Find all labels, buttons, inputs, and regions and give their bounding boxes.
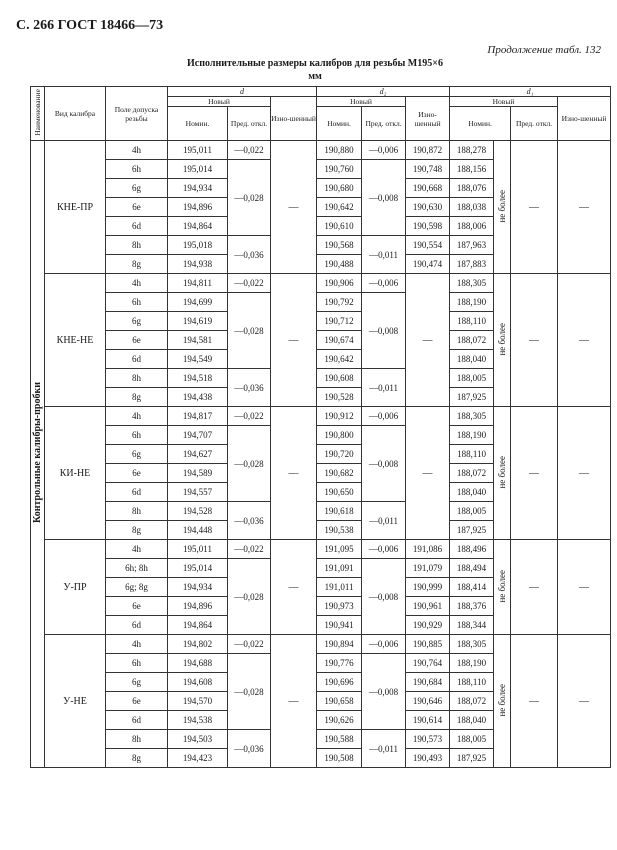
tolerance-field-cell: 4h — [106, 141, 168, 160]
d2-deviation-cell: —0,008 — [362, 426, 406, 502]
d-nomin-header: Номин. — [168, 107, 228, 141]
d1-nominal-cell: 188,072 — [450, 692, 494, 711]
d2-worn-cell: 190,872 — [406, 141, 450, 160]
d-worn-cell: — — [271, 141, 317, 274]
tolerance-field-cell: 6h — [106, 293, 168, 312]
d2-nominal-cell: 190,760 — [317, 160, 362, 179]
table-row — [31, 141, 611, 160]
d2-nominal-cell: 190,610 — [317, 217, 362, 236]
d1-pred-header: Пред. откл. — [511, 107, 558, 141]
d2-nominal-cell: 190,776 — [317, 654, 362, 673]
d2-worn-cell: 190,748 — [406, 160, 450, 179]
tolerance-field-cell: 6e — [106, 198, 168, 217]
tolerance-field-cell: 8g — [106, 388, 168, 407]
d2-worn-cell: 190,885 — [406, 635, 450, 654]
d1-nominal-cell: 188,156 — [450, 160, 494, 179]
d2-nominal-cell: 190,538 — [317, 521, 362, 540]
tolerance-field-cell: 6d — [106, 616, 168, 635]
d-nominal-cell: 195,014 — [168, 559, 228, 578]
d-nominal-cell: 195,011 — [168, 540, 228, 559]
tolerance-field-cell: 6e — [106, 692, 168, 711]
d-nominal-cell: 194,589 — [168, 464, 228, 483]
tolerance-field-cell: 6d — [106, 350, 168, 369]
d2-nominal-cell: 190,682 — [317, 464, 362, 483]
d2-nominal-cell: 191,091 — [317, 559, 362, 578]
d2-worn-cell: 190,764 — [406, 654, 450, 673]
d2-nominal-cell: 190,608 — [317, 369, 362, 388]
d-nominal-cell: 194,802 — [168, 635, 228, 654]
d2-nominal-cell: 190,792 — [317, 293, 362, 312]
d2-nominal-cell: 190,528 — [317, 388, 362, 407]
d-deviation-cell: —0,028 — [228, 160, 271, 236]
d-worn-cell: — — [271, 407, 317, 540]
d-deviation-cell: —0,022 — [228, 635, 271, 654]
d2-nominal-cell: 190,642 — [317, 198, 362, 217]
d1-nominal-cell: 187,925 — [450, 521, 494, 540]
d1-nominal-cell: 188,005 — [450, 730, 494, 749]
d-nominal-cell: 194,549 — [168, 350, 228, 369]
d1-nominal-cell: 188,110 — [450, 312, 494, 331]
d1-nominal-cell: 188,072 — [450, 331, 494, 350]
d2-iznosh-header: Изно-шенный — [406, 97, 450, 141]
d2-worn-cell: 190,474 — [406, 255, 450, 274]
d-nominal-cell: 194,570 — [168, 692, 228, 711]
d-nominal-cell: 194,503 — [168, 730, 228, 749]
table-row — [31, 540, 611, 559]
d2-deviation-cell: —0,011 — [362, 369, 406, 407]
d-deviation-cell: —0,028 — [228, 293, 271, 369]
d-nominal-cell: 195,011 — [168, 141, 228, 160]
d-nominal-cell: 194,423 — [168, 749, 228, 768]
not-more-cell — [494, 274, 511, 407]
d1-worn-cell: — — [558, 141, 611, 274]
tolerance-field-cell: 6g — [106, 179, 168, 198]
d1-nominal-cell: 188,040 — [450, 711, 494, 730]
col-pole-header: Поле допуска резьбы — [106, 87, 168, 141]
tolerance-field-cell: 6d — [106, 711, 168, 730]
d2-nominal-cell: 190,906 — [317, 274, 362, 293]
not-more-cell — [494, 407, 511, 540]
dimensions-table — [30, 86, 611, 768]
d2-deviation-cell: —0,011 — [362, 502, 406, 540]
d-nominal-cell: 194,538 — [168, 711, 228, 730]
d2-deviation-cell: —0,008 — [362, 160, 406, 236]
d1-nomin-header: Номин. — [450, 107, 511, 141]
d1-nominal-cell: 188,110 — [450, 445, 494, 464]
tolerance-field-cell: 4h — [106, 540, 168, 559]
d1-nominal-cell: 188,305 — [450, 274, 494, 293]
d2-nominal-cell: 190,973 — [317, 597, 362, 616]
page-header-title: С. 266 ГОСТ 18466—73 — [16, 18, 164, 33]
tolerance-field-cell: 6h — [106, 160, 168, 179]
d2-worn-cell: — — [406, 407, 450, 540]
d1-worn-cell: — — [558, 540, 611, 635]
d2-worn-cell: 191,079 — [406, 559, 450, 578]
not-more-label: не более — [497, 322, 508, 356]
d-nominal-cell: 194,528 — [168, 502, 228, 521]
d1-nominal-cell: 187,963 — [450, 236, 494, 255]
d2-worn-cell: 191,086 — [406, 540, 450, 559]
d1-nominal-cell: 188,278 — [450, 141, 494, 160]
d1-nominal-cell: 188,190 — [450, 426, 494, 445]
d-deviation-cell: —0,022 — [228, 274, 271, 293]
d-deviation-cell: —0,036 — [228, 502, 271, 540]
tolerance-field-cell: 6g — [106, 673, 168, 692]
d-worn-cell: — — [271, 635, 317, 768]
tolerance-field-cell: 6h — [106, 654, 168, 673]
table-title — [150, 57, 480, 83]
d1-nominal-cell: 188,494 — [450, 559, 494, 578]
d2-deviation-cell: —0,006 — [362, 540, 406, 559]
tolerance-field-cell: 6e — [106, 597, 168, 616]
d2-nominal-cell: 190,658 — [317, 692, 362, 711]
d1-nominal-cell: 188,344 — [450, 616, 494, 635]
d1-deviation-cell: — — [511, 141, 558, 274]
d2-nominal-cell: 190,800 — [317, 426, 362, 445]
d2-deviation-cell: —0,006 — [362, 141, 406, 160]
d2-nominal-cell: 190,720 — [317, 445, 362, 464]
d2-nominal-cell: 190,618 — [317, 502, 362, 521]
d1-novyi-header: Новый — [450, 97, 558, 107]
d-deviation-cell: —0,036 — [228, 369, 271, 407]
gauge-type-cell: КНЕ-ПР — [45, 141, 106, 274]
d-nominal-cell: 194,707 — [168, 426, 228, 445]
d-nominal-cell: 194,581 — [168, 331, 228, 350]
d2-worn-cell: 190,598 — [406, 217, 450, 236]
d2-deviation-cell: —0,011 — [362, 236, 406, 274]
d2-worn-cell: 190,961 — [406, 597, 450, 616]
d2-worn-cell: 190,614 — [406, 711, 450, 730]
d-nominal-cell: 194,896 — [168, 597, 228, 616]
d-deviation-cell: —0,022 — [228, 540, 271, 559]
tolerance-field-cell: 4h — [106, 274, 168, 293]
d2-nominal-cell: 190,488 — [317, 255, 362, 274]
d2-nominal-cell: 190,508 — [317, 749, 362, 768]
group-label: Контрольные калибры-пробки — [32, 381, 43, 523]
d1-deviation-cell: — — [511, 274, 558, 407]
not-more-label: не более — [497, 189, 508, 223]
d1-deviation-cell: — — [511, 540, 558, 635]
d-pred-header: Пред. откл. — [228, 107, 271, 141]
d2-worn-cell: 190,668 — [406, 179, 450, 198]
d-nominal-cell: 194,688 — [168, 654, 228, 673]
d1-nominal-cell: 188,076 — [450, 179, 494, 198]
tolerance-field-cell: 6h — [106, 426, 168, 445]
d-nominal-cell: 194,896 — [168, 198, 228, 217]
d-deviation-cell: —0,036 — [228, 236, 271, 274]
d-nominal-cell: 194,619 — [168, 312, 228, 331]
d1-nominal-cell: 188,005 — [450, 502, 494, 521]
d2-nominal-cell: 190,941 — [317, 616, 362, 635]
d2-deviation-cell: —0,006 — [362, 274, 406, 293]
d2-worn-cell: 190,684 — [406, 673, 450, 692]
d2-deviation-cell: —0,008 — [362, 559, 406, 635]
d-novyi-header: Новый — [168, 97, 271, 107]
table-row — [31, 274, 611, 293]
d1-nominal-cell: 188,040 — [450, 350, 494, 369]
not-more-label: не более — [497, 455, 508, 489]
d2-nominal-cell: 190,588 — [317, 730, 362, 749]
d-deviation-cell: —0,028 — [228, 559, 271, 635]
d1-nominal-cell: 188,072 — [450, 464, 494, 483]
d1-nominal-cell: 188,305 — [450, 635, 494, 654]
d-nominal-cell: 194,811 — [168, 274, 228, 293]
d-iznosh-header: Изно-шенный — [271, 97, 317, 141]
col-vid-header: Вид калибра — [45, 87, 106, 141]
table-title-units: мм — [308, 71, 322, 82]
d-nominal-cell: 194,448 — [168, 521, 228, 540]
d1-deviation-cell: — — [511, 407, 558, 540]
tolerance-field-cell: 8h — [106, 502, 168, 521]
d-nominal-cell: 195,018 — [168, 236, 228, 255]
tolerance-field-cell: 6h; 8h — [106, 559, 168, 578]
d2-deviation-cell: —0,006 — [362, 635, 406, 654]
d1-nominal-cell: 187,925 — [450, 388, 494, 407]
tolerance-field-cell: 4h — [106, 635, 168, 654]
d2-worn-cell: — — [406, 274, 450, 407]
d1-nominal-cell: 188,376 — [450, 597, 494, 616]
d2-worn-cell: 190,630 — [406, 198, 450, 217]
d2-nominal-cell: 190,626 — [317, 711, 362, 730]
d1-nominal-cell: 187,883 — [450, 255, 494, 274]
group-label-cell — [31, 141, 45, 768]
d2-pred-header: Пред. откл. — [362, 107, 406, 141]
tolerance-field-cell: 6d — [106, 217, 168, 236]
d-deviation-cell: —0,022 — [228, 141, 271, 160]
gauge-type-cell: КИ-НЕ — [45, 407, 106, 540]
gauge-type-cell: КНЕ-НЕ — [45, 274, 106, 407]
d2-worn-cell: 190,573 — [406, 730, 450, 749]
d2-nominal-cell: 190,680 — [317, 179, 362, 198]
d2-nominal-cell: 190,642 — [317, 350, 362, 369]
tolerance-field-cell: 8h — [106, 236, 168, 255]
col-d-header: d — [168, 87, 317, 97]
continuation-label: Продолжение табл. 132 — [487, 44, 601, 56]
col-naim-header: Наименование — [31, 87, 45, 141]
d1-nominal-cell: 187,925 — [450, 749, 494, 768]
table-title-line1: Исполнительные размеры калибров для резьбы М195×6 — [187, 58, 443, 69]
table-row — [31, 407, 611, 426]
d2-deviation-cell: —0,008 — [362, 654, 406, 730]
d2-deviation-cell: —0,006 — [362, 407, 406, 426]
d-nominal-cell: 194,817 — [168, 407, 228, 426]
d1-nominal-cell: 188,414 — [450, 578, 494, 597]
d-nominal-cell: 194,557 — [168, 483, 228, 502]
d1-nominal-cell: 188,110 — [450, 673, 494, 692]
d-deviation-cell: —0,028 — [228, 426, 271, 502]
d1-nominal-cell: 188,496 — [450, 540, 494, 559]
col-d2-header: d₂ — [317, 87, 450, 97]
d1-nominal-cell: 188,006 — [450, 217, 494, 236]
d2-nominal-cell: 191,011 — [317, 578, 362, 597]
d-nominal-cell: 194,938 — [168, 255, 228, 274]
d-deviation-cell: —0,022 — [228, 407, 271, 426]
gauge-type-cell: У-ПР — [45, 540, 106, 635]
tolerance-field-cell: 6g; 8g — [106, 578, 168, 597]
d-worn-cell: — — [271, 274, 317, 407]
d-nominal-cell: 195,014 — [168, 160, 228, 179]
d-deviation-cell: —0,028 — [228, 654, 271, 730]
d2-worn-cell: 190,493 — [406, 749, 450, 768]
tolerance-field-cell: 8g — [106, 255, 168, 274]
tolerance-field-cell: 6g — [106, 445, 168, 464]
d1-nominal-cell: 188,038 — [450, 198, 494, 217]
d-nominal-cell: 194,864 — [168, 616, 228, 635]
tolerance-field-cell: 8h — [106, 730, 168, 749]
d1-deviation-cell: — — [511, 635, 558, 768]
d1-iznosh-header: Изно-шенный — [558, 97, 611, 141]
d-nominal-cell: 194,864 — [168, 217, 228, 236]
tolerance-field-cell: 8h — [106, 369, 168, 388]
d2-nominal-cell: 190,568 — [317, 236, 362, 255]
d2-nominal-cell: 191,095 — [317, 540, 362, 559]
d-nominal-cell: 194,518 — [168, 369, 228, 388]
not-more-label: не более — [497, 569, 508, 603]
d1-nominal-cell: 188,305 — [450, 407, 494, 426]
d2-deviation-cell: —0,011 — [362, 730, 406, 768]
d1-worn-cell: — — [558, 407, 611, 540]
d2-worn-cell: 190,646 — [406, 692, 450, 711]
d-worn-cell: — — [271, 540, 317, 635]
d1-nominal-cell: 188,040 — [450, 483, 494, 502]
col-d1-header: d₁ — [450, 87, 611, 97]
d2-worn-cell: 190,929 — [406, 616, 450, 635]
d2-nominal-cell: 190,674 — [317, 331, 362, 350]
d-nominal-cell: 194,627 — [168, 445, 228, 464]
d2-nomin-header: Номин. — [317, 107, 362, 141]
d-nominal-cell: 194,934 — [168, 578, 228, 597]
not-more-label: не более — [497, 683, 508, 717]
d2-novyi-header: Новый — [317, 97, 406, 107]
tolerance-field-cell: 6e — [106, 464, 168, 483]
tolerance-field-cell: 8g — [106, 749, 168, 768]
not-more-cell — [494, 540, 511, 635]
d1-worn-cell: — — [558, 635, 611, 768]
d2-nominal-cell: 190,712 — [317, 312, 362, 331]
tolerance-field-cell: 8g — [106, 521, 168, 540]
not-more-cell — [494, 141, 511, 274]
table-body — [31, 141, 611, 768]
table-row — [31, 635, 611, 654]
d2-nominal-cell: 190,912 — [317, 407, 362, 426]
d2-worn-cell: 190,554 — [406, 236, 450, 255]
tolerance-field-cell: 4h — [106, 407, 168, 426]
d2-deviation-cell: —0,008 — [362, 293, 406, 369]
d-nominal-cell: 194,608 — [168, 673, 228, 692]
not-more-cell — [494, 635, 511, 768]
d2-nominal-cell: 190,894 — [317, 635, 362, 654]
gauge-type-cell: У-НЕ — [45, 635, 106, 768]
d1-nominal-cell: 188,005 — [450, 369, 494, 388]
tolerance-field-cell: 6e — [106, 331, 168, 350]
d-nominal-cell: 194,438 — [168, 388, 228, 407]
tolerance-field-cell: 6d — [106, 483, 168, 502]
d2-worn-cell: 190,999 — [406, 578, 450, 597]
d-nominal-cell: 194,699 — [168, 293, 228, 312]
tolerance-field-cell: 6g — [106, 312, 168, 331]
d-nominal-cell: 194,934 — [168, 179, 228, 198]
d2-nominal-cell: 190,650 — [317, 483, 362, 502]
d1-nominal-cell: 188,190 — [450, 293, 494, 312]
d1-worn-cell: — — [558, 274, 611, 407]
d2-nominal-cell: 190,880 — [317, 141, 362, 160]
d-deviation-cell: —0,036 — [228, 730, 271, 768]
d2-nominal-cell: 190,696 — [317, 673, 362, 692]
d1-nominal-cell: 188,190 — [450, 654, 494, 673]
